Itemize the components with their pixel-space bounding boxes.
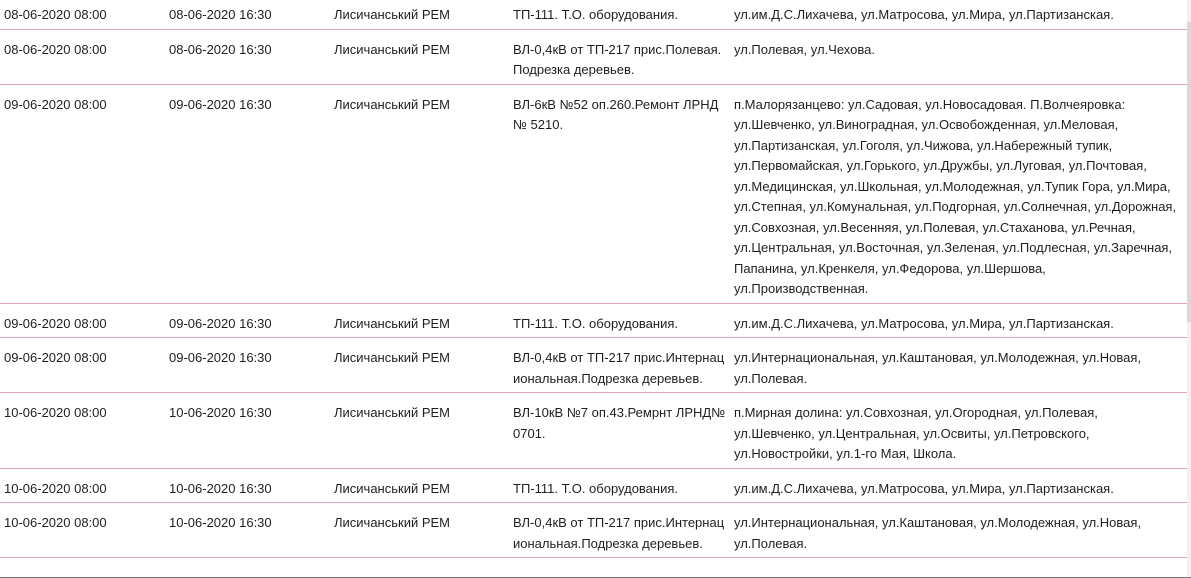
rem-name: Лисичанський РЕМ [330, 468, 509, 503]
rem-name: Лисичанський РЕМ [330, 0, 509, 29]
addresses: ул.им.Д.С.Лихачева, ул.Матросова, ул.Мира, ул.Партизанская. [730, 303, 1187, 338]
start-time: 08-06-2020 08:00 [0, 29, 165, 84]
vertical-scrollbar[interactable] [1187, 0, 1191, 578]
addresses: п.Мирная долина: ул.Совхозная, ул.Огородная, ул.Полевая, ул.Шевченко, ул.Центральная, ул.Освиты, ул.Петровского, ул.Новостройки, ул.1-го Мая, Школа. [730, 393, 1187, 469]
start-time: 09-06-2020 08:00 [0, 338, 165, 393]
end-time: 08-06-2020 16:30 [165, 29, 330, 84]
end-time: 10-06-2020 16:30 [165, 503, 330, 558]
table-row [0, 303, 1187, 338]
table-row [0, 468, 1187, 503]
end-time: 09-06-2020 16:30 [165, 338, 330, 393]
table-row [0, 0, 1187, 29]
start-time: 10-06-2020 08:00 [0, 468, 165, 503]
addresses: ул.Интернациональная, ул.Каштановая, ул.Молодежная, ул.Новая, ул.Полевая. [730, 338, 1187, 393]
rem-name: Лисичанський РЕМ [330, 393, 509, 469]
work-description: ВЛ-0,4кВ от ТП-217 прис.Полевая.Подрезка деревьев. [509, 29, 730, 84]
rem-name: Лисичанський РЕМ [330, 503, 509, 558]
addresses: ул.Полевая, ул.Чехова. [730, 29, 1187, 84]
addresses: ул.им.Д.С.Лихачева, ул.Матросова, ул.Мира, ул.Партизанская. [730, 468, 1187, 503]
addresses: п.Малорязанцево: ул.Садовая, ул.Новосадовая. П.Волчеяровка: ул.Шевченко, ул.Виноградная, ул.Освобожденная, ул.Меловая, ул.Партизанская, ул.Гоголя, ул.Чижова, ул.Набережный тупик, ул.Первомайская, ул.Горького, ул.Дружбы, ул.Луговая, ул.Почтовая, ул.Медицинская, ул.Школьная, ул.Молодежная, ул.Тупик Гора, ул.Мира, ул.Степная, ул.Комунальная, ул.Подгорная, ул.Солнечная, ул.Дорожная, ул.Совхозная, ул.Весенняя, ул.Полевая, ул.Стаханова, ул.Речная, ул.Центральная, ул.Восточная, ул.Зеленая, ул.Подлесная, ул.Заречная, Папанина, ул.Кренкеля, ул.Федорова, ул.Шершова, ул.Производственная. [730, 84, 1187, 303]
end-time: 10-06-2020 16:30 [165, 468, 330, 503]
work-description: ВЛ-6кВ №52 оп.260.Ремонт ЛРНД№ 5210. [509, 84, 730, 303]
end-time: 09-06-2020 16:30 [165, 84, 330, 303]
start-time: 10-06-2020 08:00 [0, 393, 165, 469]
table-row [0, 503, 1187, 558]
table-row [0, 29, 1187, 84]
addresses: ул.Интернациональная, ул.Каштановая, ул.Молодежная, ул.Новая, ул.Полевая. [730, 503, 1187, 558]
end-time: 09-06-2020 16:30 [165, 303, 330, 338]
rem-name: Лисичанський РЕМ [330, 29, 509, 84]
start-time: 08-06-2020 08:00 [0, 0, 165, 29]
work-description: ТП-111. Т.О. оборудования. [509, 468, 730, 503]
work-description: ТП-111. Т.О. оборудования. [509, 0, 730, 29]
rem-name: Лисичанський РЕМ [330, 84, 509, 303]
start-time: 10-06-2020 08:00 [0, 503, 165, 558]
table-row [0, 393, 1187, 469]
work-description: ТП-111. Т.О. оборудования. [509, 303, 730, 338]
rem-name: Лисичанський РЕМ [330, 303, 509, 338]
start-time: 09-06-2020 08:00 [0, 84, 165, 303]
work-description: ВЛ-0,4кВ от ТП-217 прис.Интернациональная.Подрезка деревьев. [509, 338, 730, 393]
rem-name: Лисичанський РЕМ [330, 338, 509, 393]
work-description: ВЛ-10кВ №7 оп.43.Ремрнт ЛРНД№ 0701. [509, 393, 730, 469]
addresses: ул.им.Д.С.Лихачева, ул.Матросова, ул.Мира, ул.Партизанская. [730, 0, 1187, 29]
table-row [0, 84, 1187, 303]
end-time: 10-06-2020 16:30 [165, 393, 330, 469]
table-row [0, 338, 1187, 393]
scrollbar-thumb[interactable] [1187, 22, 1191, 322]
start-time: 09-06-2020 08:00 [0, 303, 165, 338]
end-time: 08-06-2020 16:30 [165, 0, 330, 29]
work-description: ВЛ-0,4кВ от ТП-217 прис.Интернациональная.Подрезка деревьев. [509, 503, 730, 558]
